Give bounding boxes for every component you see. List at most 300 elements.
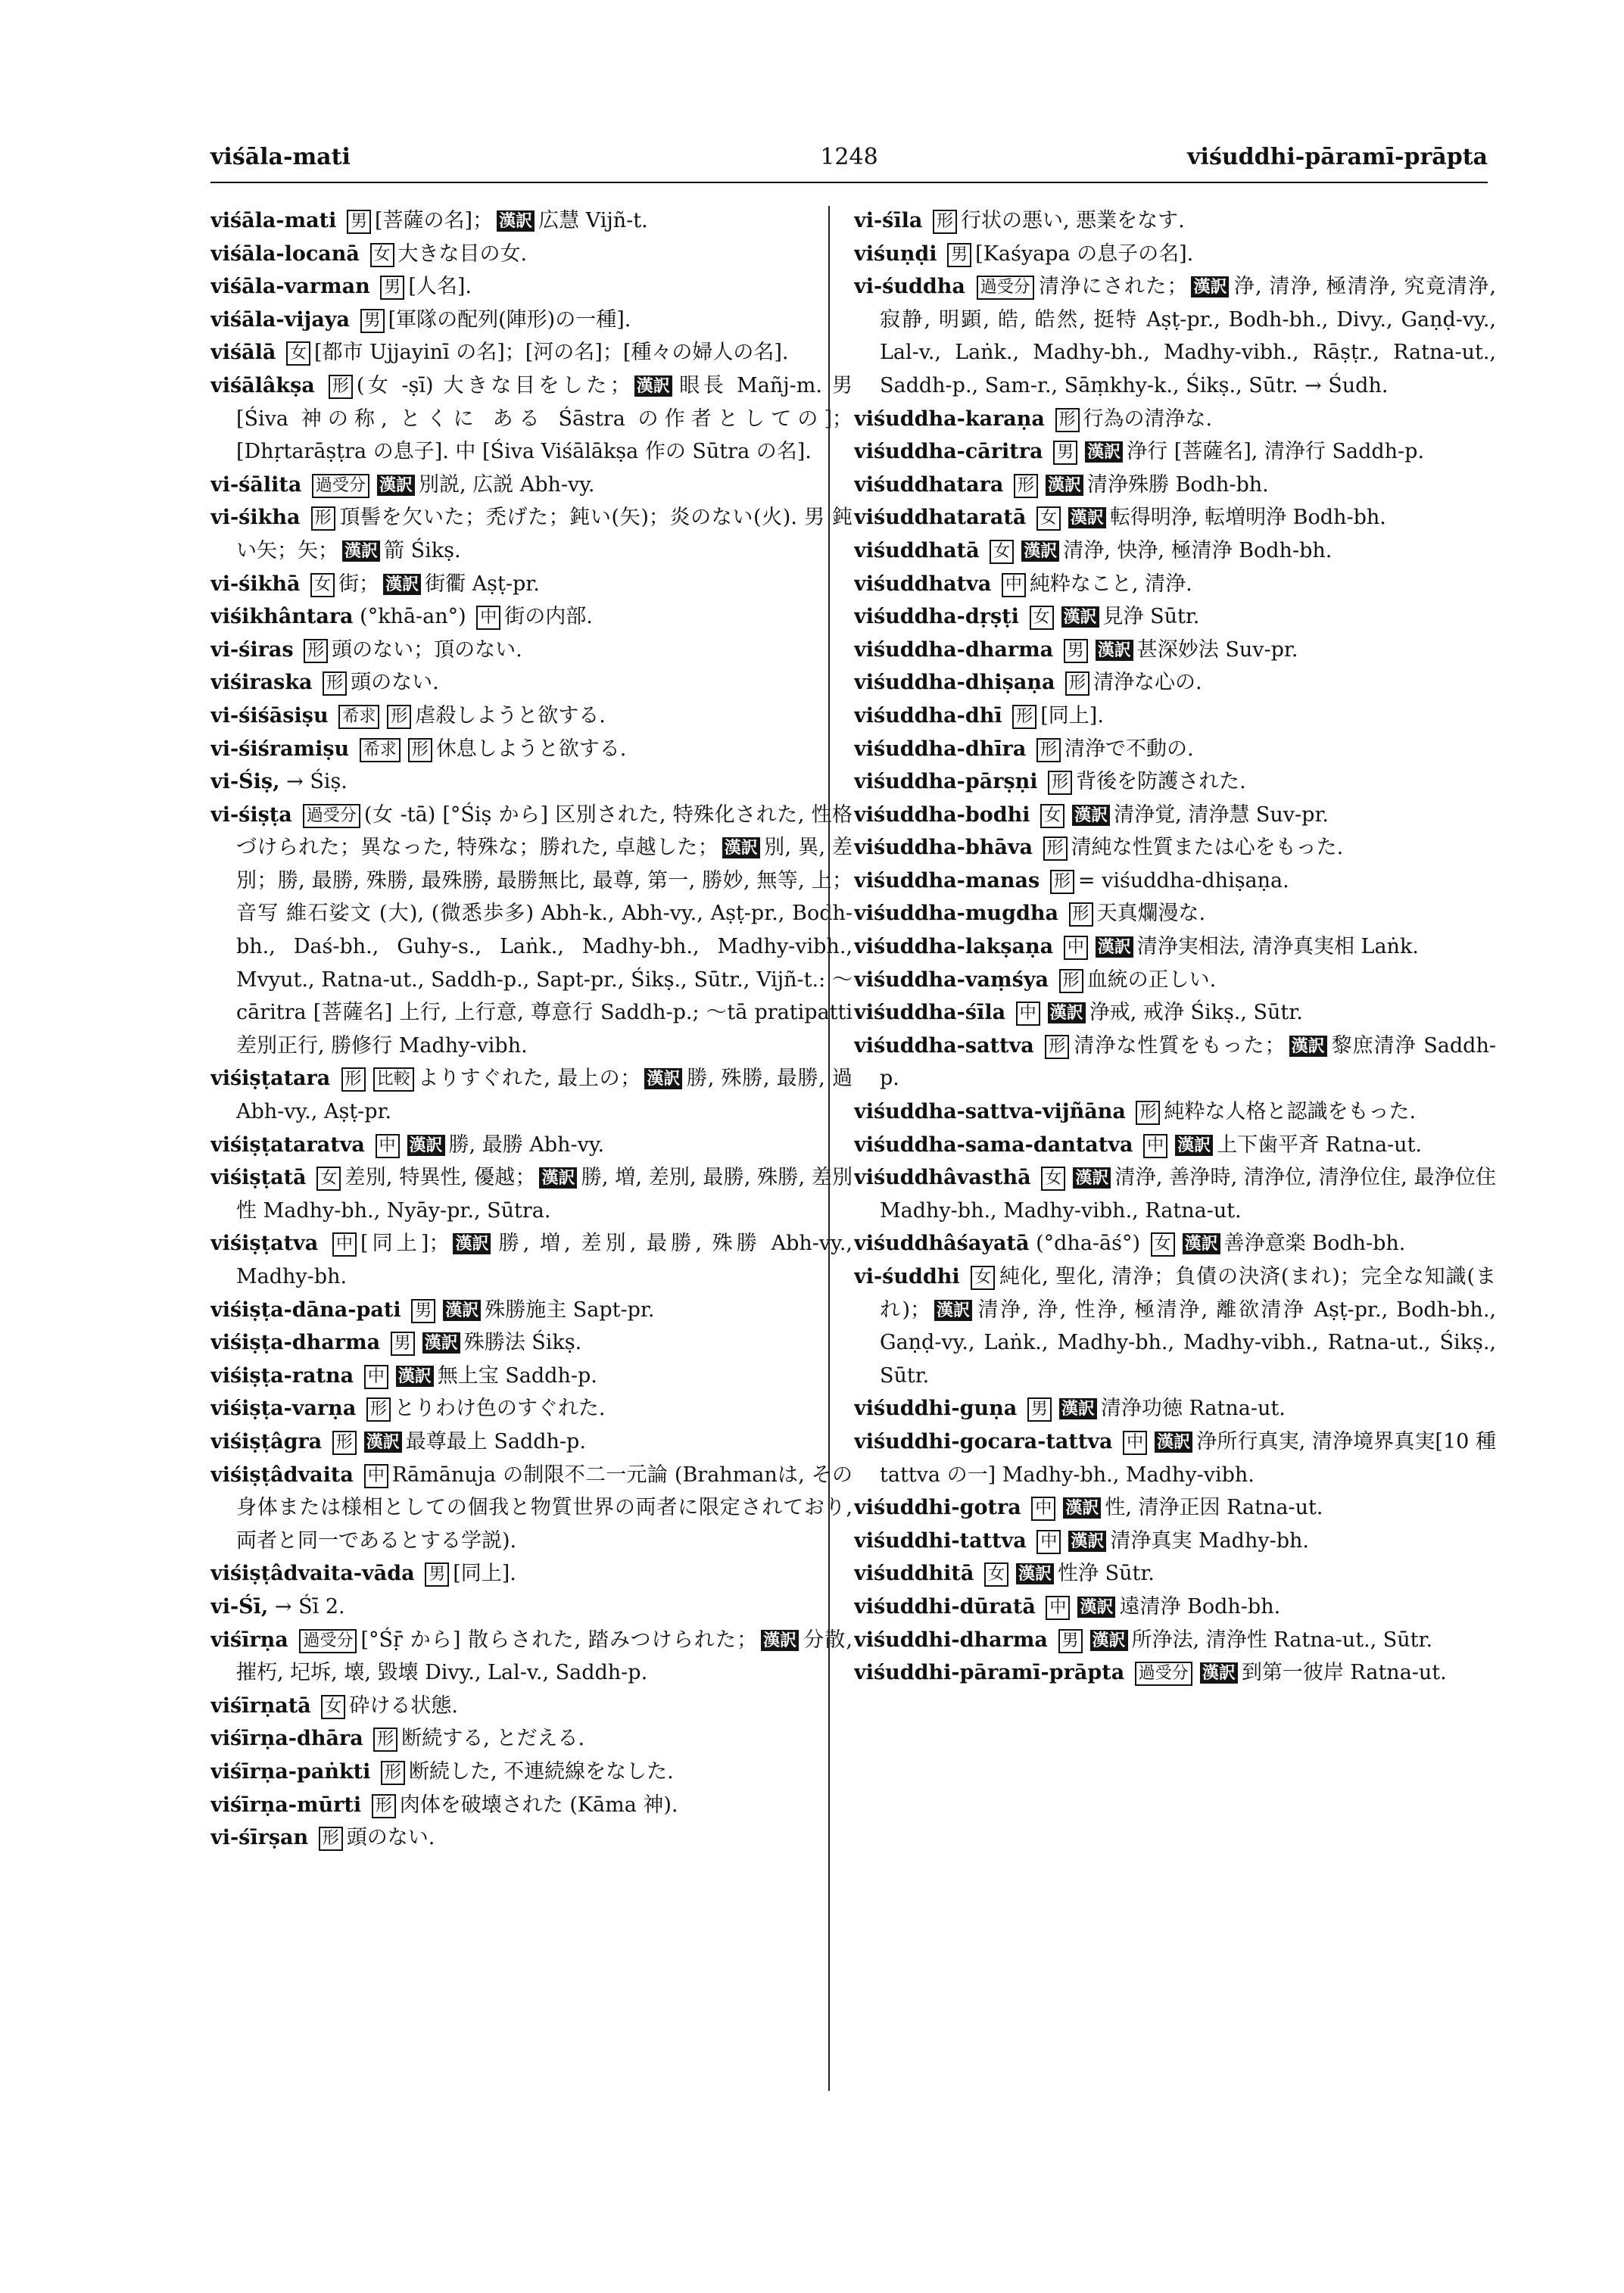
dictionary-entry xyxy=(854,1260,1496,1392)
translation-tag: 漢訳 xyxy=(1077,1597,1115,1618)
grammar-label: 形 xyxy=(1050,870,1074,894)
dictionary-entry xyxy=(210,733,853,766)
translation-tag: 漢訳 xyxy=(1183,1233,1220,1254)
translation-tag: 漢訳 xyxy=(1046,475,1083,496)
entry-gloss: 休息しようと欲する. xyxy=(435,737,627,761)
entry-gloss: 箭 Śikṣ. xyxy=(384,538,461,562)
entry-headword: viśuddhatara xyxy=(854,472,1004,497)
entry-gloss: 殊勝法 Śikṣ. xyxy=(463,1331,582,1355)
dictionary-entry xyxy=(854,865,1496,898)
dictionary-entry xyxy=(210,270,853,304)
entry-headword: viśiraska xyxy=(210,671,313,695)
grammar-label: 希求 xyxy=(338,705,379,729)
translation-tag: 漢訳 xyxy=(1021,541,1059,562)
grammar-label: 形 xyxy=(1043,837,1068,861)
entry-headword: viśuddhâvasthā xyxy=(854,1166,1031,1190)
entry-headword: viśuddhatva xyxy=(854,572,992,596)
entry-headword: viśīrṇatā xyxy=(210,1693,311,1718)
entry-headword: viśīrṇa xyxy=(210,1628,288,1652)
dictionary-entry xyxy=(210,1624,853,1690)
dictionary-entry xyxy=(854,634,1496,667)
translation-tag: 漢訳 xyxy=(644,1068,682,1089)
grammar-label: 過受分 xyxy=(303,804,360,828)
translation-tag: 漢訳 xyxy=(1096,936,1133,958)
entry-gloss: 浄, 清浄, 極清浄, 究竟清浄, 寂静, 明顕, 皓, 皓然, 挺特 Aṣṭ-pr., Bodh-bh., Divy., Gaṇḍ-vy., Lal-v., Laṅk., Madhy-bh., Madhy-vibh., Rāṣṭr., Ratna-ut., Saddh-p., Sam-r., Sāṃkhy-k., Śikṣ., Sūtr. → Śudh. xyxy=(880,275,1496,397)
entry-variant: (°khā-an°) xyxy=(360,605,466,629)
dictionary-entry xyxy=(854,799,1496,832)
grammar-label-secondary: 形 xyxy=(408,738,432,762)
entry-headword: vi-śiśāsiṣu xyxy=(210,703,329,727)
dictionary-entry xyxy=(854,666,1496,699)
entry-headword: viśuddha-sattva xyxy=(854,1033,1034,1058)
entry-gloss: 清浄, 浄, 性浄, 極清浄, 離欲清浄 Aṣṭ-pr., Bodh-bh., Gaṇḍ-vy., Laṅk., Madhy-bh., Madhy-vibh., Ratna-ut., Śikṣ., Sūtr. xyxy=(880,1298,1496,1388)
entry-gloss: 最尊最上 Saddh-p. xyxy=(405,1429,586,1453)
translation-tag: 漢訳 xyxy=(761,1630,799,1651)
dictionary-entry xyxy=(210,568,853,601)
entry-gloss: 清浄, 快浄, 極清浄 Bodh-bh. xyxy=(1063,538,1333,562)
translation-tag: 漢訳 xyxy=(1059,1398,1097,1419)
entry-headword: viśuddhâśayatā xyxy=(854,1232,1030,1256)
entry-headword: viśuddha-bhāva xyxy=(854,836,1033,860)
entry-definition: 頂髻を欠いた；禿げた；鈍い(矢)；炎のない(火). 男 鈍い矢；矢； xyxy=(236,506,853,562)
entry-headword: vi-śuddhi xyxy=(854,1265,960,1288)
entry-headword: viśuddha-vaṃśya xyxy=(854,967,1049,992)
entry-definition: 街； xyxy=(338,572,380,596)
entry-headword: viśuddha-karaṇa xyxy=(854,407,1045,431)
translation-tag: 漢訳 xyxy=(1200,1662,1238,1684)
grammar-label: 中 xyxy=(1046,1596,1070,1620)
grammar-label: 中 xyxy=(1064,936,1088,960)
entry-gloss: 頭のない；頂のない. xyxy=(332,637,522,662)
dictionary-entry xyxy=(854,964,1496,997)
dictionary-entry xyxy=(854,1425,1496,1491)
entry-definition: 純化, 聖化, 清浄；負債の決済(まれ)；完全な知識(まれ)； xyxy=(880,1265,1496,1322)
dictionary-entry xyxy=(210,469,853,502)
grammar-label: 中 xyxy=(1016,1002,1040,1026)
entry-variant: (°dha-āś°) xyxy=(1036,1232,1141,1256)
grammar-label: 形 xyxy=(373,1728,397,1752)
entry-headword: viśāla-varman xyxy=(210,275,370,299)
grammar-label: 形 xyxy=(1014,474,1038,498)
grammar-label-secondary: 比較 xyxy=(373,1067,414,1092)
translation-tag: 漢訳 xyxy=(453,1233,491,1254)
dictionary-entry xyxy=(210,1294,853,1327)
entry-headword: viśuddha-mugdha xyxy=(854,902,1058,926)
dictionary-entry xyxy=(210,336,853,369)
entry-gloss: [都市 Ujjayinī の名]；[河の名]；[種々の婦人の名]. xyxy=(314,341,789,365)
entry-headword: viśiṣṭâdvaita-vāda xyxy=(210,1562,415,1586)
entry-gloss: → Śiṣ. xyxy=(286,770,348,794)
entry-headword: viśuddha-dhī xyxy=(854,703,1002,727)
entry-gloss: [同上]. xyxy=(1040,703,1104,727)
entry-gloss: 天真爛漫な. xyxy=(1096,902,1206,926)
entry-gloss: 清浄功徳 Ratna-ut. xyxy=(1100,1397,1286,1421)
grammar-label: 希求 xyxy=(360,738,401,762)
entry-headword: viśuddha-dhīra xyxy=(854,737,1027,761)
dictionary-entry xyxy=(854,831,1496,865)
entry-headword: viśuddha-lakṣaṇa xyxy=(854,935,1054,959)
grammar-label: 形 xyxy=(1069,902,1093,927)
entry-gloss: 頭のない. xyxy=(346,1826,435,1850)
entry-headword: viśiṣṭa-varṇa xyxy=(210,1397,357,1421)
right-column xyxy=(854,204,1496,2263)
dictionary-entry xyxy=(210,1326,853,1360)
dictionary-entry xyxy=(854,469,1496,502)
entry-gloss: 行為の清浄な. xyxy=(1083,407,1213,431)
dictionary-entry xyxy=(854,897,1496,930)
entry-definition: 清浄な性質をもった； xyxy=(1073,1033,1286,1058)
grammar-label: 女 xyxy=(1040,804,1064,828)
entry-gloss: とりわけ色のすぐれた. xyxy=(394,1397,606,1421)
entry-headword: viśiṣṭâdvaita xyxy=(210,1463,354,1487)
entry-gloss: 勝, 最勝 Abh-vy. xyxy=(448,1132,605,1157)
grammar-label: 男 xyxy=(1058,1629,1083,1653)
translation-tag: 漢訳 xyxy=(539,1167,577,1189)
entry-headword: viśuddhi-dūratā xyxy=(854,1594,1036,1618)
translation-tag: 漢訳 xyxy=(1090,1630,1128,1651)
dictionary-entry xyxy=(854,996,1496,1030)
entry-gloss: 虐殺しようと欲する. xyxy=(415,703,606,727)
entry-gloss: 清浄で不動の. xyxy=(1064,737,1194,761)
column-divider xyxy=(828,206,830,2091)
grammar-label: 女 xyxy=(1151,1232,1175,1257)
grammar-label: 女 xyxy=(1041,1167,1065,1191)
translation-tag: 漢訳 xyxy=(1068,507,1106,528)
translation-tag: 漢訳 xyxy=(1068,1531,1106,1552)
entry-headword: viśīrṇa-dhāra xyxy=(210,1727,363,1751)
dictionary-entry xyxy=(854,1656,1496,1690)
entry-gloss: 砕ける状態. xyxy=(349,1693,458,1718)
grammar-label: 中 xyxy=(364,1365,388,1389)
entry-gloss: 無上宝 Saddh-p. xyxy=(437,1363,597,1388)
translation-tag: 漢訳 xyxy=(422,1332,460,1354)
grammar-label: 過受分 xyxy=(299,1629,357,1653)
entry-gloss: 断続する, とだえる. xyxy=(401,1727,585,1751)
entry-gloss: 清浄, 善浄時, 清浄位, 清浄位住, 最浄位住 Madhy-bh., Madhy-vibh., Ratna-ut. xyxy=(880,1166,1496,1223)
entry-headword: viśuddhataratā xyxy=(854,506,1027,530)
entry-headword: viśuddha-sama-dantatva xyxy=(854,1132,1133,1157)
entry-gloss: 清浄な心の. xyxy=(1093,671,1202,695)
translation-tag: 漢訳 xyxy=(1175,1135,1213,1156)
entry-headword: viśiṣṭataratva xyxy=(210,1132,365,1157)
grammar-label: 女 xyxy=(984,1562,1008,1587)
grammar-label: 形 xyxy=(366,1397,391,1422)
dictionary-entry xyxy=(210,765,853,799)
dictionary-entry xyxy=(854,765,1496,799)
entry-headword: viśuddha-bodhi xyxy=(854,802,1030,827)
grammar-label: 形 xyxy=(1059,969,1083,993)
entry-gloss: 清浄殊勝 Bodh-bh. xyxy=(1086,472,1269,497)
grammar-label: 形 xyxy=(381,1761,405,1785)
entry-headword: vi-śuddha xyxy=(854,275,965,299)
entry-gloss: 性, 清浄正因 Ratna-ut. xyxy=(1105,1496,1323,1520)
entry-definition: (女 -ṣī) 大きな目をした； xyxy=(356,373,631,397)
entry-gloss: 善浄意楽 Bodh-bh. xyxy=(1223,1232,1406,1256)
translation-tag: 漢訳 xyxy=(1061,606,1099,628)
grammar-label: 女 xyxy=(321,1695,345,1719)
translation-tag: 漢訳 xyxy=(1096,640,1133,661)
dictionary-entry xyxy=(210,1227,853,1293)
entry-headword: vi-Śiṣ, xyxy=(210,770,280,794)
entry-gloss: 純粋な人格と認識をもった. xyxy=(1164,1100,1417,1124)
entry-headword: vi-śiṣṭa xyxy=(210,802,292,827)
dictionary-entry xyxy=(854,568,1496,601)
entry-headword: viśiṣṭatva xyxy=(210,1232,319,1256)
entry-definition: [同上]； xyxy=(360,1232,450,1256)
entry-gloss: 浄所行真実, 清浄境界真実[10 種 tattva の一] Madhy-bh., Madhy-vibh. xyxy=(880,1429,1496,1487)
page-number: 1248 xyxy=(820,144,878,170)
entry-gloss: 断続した, 不連続線をなした. xyxy=(409,1759,674,1784)
translation-tag: 漢訳 xyxy=(497,210,535,232)
dictionary-entry xyxy=(210,1425,853,1459)
header-left-guideword: viśāla-mati xyxy=(210,144,351,170)
grammar-label: 女 xyxy=(310,573,335,597)
entry-headword: vi-śālita xyxy=(210,472,302,497)
entry-gloss: 性浄 Sūtr. xyxy=(1058,1562,1155,1586)
dictionary-entry xyxy=(854,1624,1496,1657)
dictionary-entry xyxy=(854,1491,1496,1525)
grammar-label: 形 xyxy=(1036,738,1061,762)
grammar-label: 過受分 xyxy=(977,276,1034,300)
entry-gloss: 清浄真実 Madhy-bh. xyxy=(1110,1528,1309,1553)
entry-headword: viśuddha-dhiṣaṇa xyxy=(854,671,1055,695)
entry-headword: viśiṣṭatā xyxy=(210,1166,307,1190)
grammar-label: 女 xyxy=(370,243,394,267)
dictionary-entry xyxy=(854,501,1496,534)
entry-headword: viśuddhatā xyxy=(854,538,980,562)
translation-tag: 漢訳 xyxy=(934,1300,972,1321)
entry-headword: viśuddhi-gotra xyxy=(854,1496,1021,1520)
grammar-label: 男 xyxy=(380,276,404,300)
dictionary-entry xyxy=(210,1557,853,1590)
entry-headword: viśuddha-pārṣṇi xyxy=(854,770,1038,794)
entry-gloss: 純粋なこと, 清浄. xyxy=(1029,572,1192,596)
grammar-label: 女 xyxy=(1036,506,1061,531)
entry-headword: vi-śiras xyxy=(210,637,294,662)
grammar-label: 中 xyxy=(1143,1134,1167,1158)
grammar-label: 男 xyxy=(411,1299,435,1323)
entry-headword: viśuddhi-guṇa xyxy=(854,1397,1018,1421)
entry-gloss: 遠清浄 Bodh-bh. xyxy=(1119,1594,1281,1618)
entry-definition: よりすぐれた, 最上の； xyxy=(417,1067,641,1091)
grammar-label: 中 xyxy=(1002,573,1026,597)
grammar-label: 女 xyxy=(1030,606,1054,630)
translation-tag: 漢訳 xyxy=(377,475,415,496)
dictionary-entry xyxy=(210,369,853,469)
translation-tag: 漢訳 xyxy=(634,375,672,397)
entry-gloss: Rāmānuja の制限不二一元論 (Brahmanは, その身体または様相としての個我と物質世界の両者に限定されており, 両者と同一であるとする学説). xyxy=(236,1463,853,1553)
entry-gloss: 別説, 広説 Abh-vy. xyxy=(418,472,595,497)
dictionary-entry xyxy=(210,1161,853,1227)
entry-gloss: 到第一彼岸 Ratna-ut. xyxy=(1241,1661,1447,1685)
translation-tag: 漢訳 xyxy=(1048,1002,1086,1023)
entry-headword: viśāla-locanā xyxy=(210,241,360,266)
translation-tag: 漢訳 xyxy=(383,574,421,595)
dictionary-entry xyxy=(854,1161,1496,1227)
grammar-label: 過受分 xyxy=(312,474,369,498)
translation-tag: 漢訳 xyxy=(1073,1167,1111,1189)
entry-headword: viśuṇḍi xyxy=(854,241,937,266)
dictionary-entry xyxy=(210,666,853,699)
entry-gloss: 肉体を破壊された (Kāma 神). xyxy=(399,1793,678,1817)
entry-headword: viśuddhi-pāramī-prāpta xyxy=(854,1661,1125,1685)
entry-headword: viśāla-vijaya xyxy=(210,307,350,332)
entry-gloss: [人名]. xyxy=(408,275,472,299)
dictionary-entry xyxy=(854,1129,1496,1162)
grammar-label: 男 xyxy=(425,1562,449,1587)
entry-headword: viśiṣṭatara xyxy=(210,1067,331,1091)
entry-gloss: 大きな目の女. xyxy=(397,241,528,266)
entry-headword: viśālâkṣa xyxy=(210,373,315,397)
entry-headword: vi-śikhā xyxy=(210,572,301,596)
entry-gloss: 頭のない. xyxy=(351,671,439,695)
entry-headword: viśikhântara xyxy=(210,605,354,629)
grammar-label: 中 xyxy=(1036,1530,1061,1554)
entry-gloss: 所浄法, 清浄性 Ratna-ut., Sūtr. xyxy=(1131,1628,1433,1652)
dictionary-entry xyxy=(854,600,1496,634)
entry-gloss: 浄行 [菩薩名], 清浄行 Saddh-p. xyxy=(1127,440,1425,464)
dictionary-entry xyxy=(854,1095,1496,1129)
entry-definition: [°Śṝ から] 散らされた, 踏みつけられた； xyxy=(360,1628,758,1652)
grammar-label: 男 xyxy=(360,309,385,333)
dictionary-entry xyxy=(854,403,1496,436)
grammar-label: 中 xyxy=(1031,1497,1055,1521)
entry-headword: viśiṣṭa-dharma xyxy=(210,1331,381,1355)
entry-gloss: 上下歯平斉 Ratna-ut. xyxy=(1217,1132,1423,1157)
entry-gloss: 背後を防護された. xyxy=(1076,770,1246,794)
grammar-label: 男 xyxy=(347,210,371,234)
grammar-label: 男 xyxy=(947,243,971,267)
entry-headword: vi-śīrṣan xyxy=(210,1826,309,1850)
entry-definition: [菩薩の名]； xyxy=(375,209,494,232)
translation-tag: 漢訳 xyxy=(396,1366,434,1387)
entry-gloss: 眼長 Mañj-m. 男 [Śiva 神の称, とくに ある Śāstra の作者としての]；[Dhṛtarāṣṭra の息子]. 中 [Śiva Viśālākṣa 作の Sūtra の名]. xyxy=(236,373,853,464)
entry-headword: viśuddhi-gocara-tattva xyxy=(854,1429,1113,1453)
entry-gloss: [Kaśyapa の息子の名]. xyxy=(975,241,1194,266)
entry-headword: viśuddha-śīla xyxy=(854,1001,1006,1025)
entry-gloss: 黎庶清浄 Saddh-p. xyxy=(880,1033,1496,1091)
dictionary-entry xyxy=(210,634,853,667)
grammar-label: 女 xyxy=(971,1266,995,1290)
dictionary-entry xyxy=(210,204,853,238)
dictionary-entry xyxy=(210,501,853,567)
translation-tag: 漢訳 xyxy=(407,1135,445,1156)
dictionary-entry xyxy=(210,699,853,733)
entry-gloss: 血統の正しい. xyxy=(1086,967,1217,992)
grammar-label: 中 xyxy=(332,1232,357,1257)
entry-headword: viśuddha-sattva-vijñāna xyxy=(854,1100,1126,1124)
entry-gloss: [軍隊の配列(陣形)の一種]. xyxy=(388,307,631,332)
translation-tag: 漢訳 xyxy=(1072,805,1110,826)
entry-headword: viśīrṇa-mūrti xyxy=(210,1793,362,1817)
translation-tag: 漢訳 xyxy=(1016,1563,1054,1584)
entry-headword: viśiṣṭa-dāna-pati xyxy=(210,1298,401,1322)
entry-gloss: = viśuddha-dhiṣaṇa. xyxy=(1077,868,1289,893)
grammar-label: 女 xyxy=(990,540,1014,564)
dictionary-entry xyxy=(854,1030,1496,1095)
entry-gloss: 分散, 摧朽, 圮坼, 壊, 毀壊 Divy., Lal-v., Saddh-p. xyxy=(236,1628,853,1685)
grammar-label: 形 xyxy=(1136,1101,1160,1125)
grammar-label: 形 xyxy=(1065,671,1089,696)
entry-gloss: 街の内部. xyxy=(504,605,593,629)
dictionary-entry xyxy=(210,1062,853,1128)
entry-headword: viśuddha-cāritra xyxy=(854,440,1043,464)
entry-gloss: 広慧 Vijñ-t. xyxy=(538,209,648,232)
entry-gloss: 浄戒, 戒浄 Śikṣ., Sūtr. xyxy=(1089,1001,1303,1025)
dictionary-entry xyxy=(210,600,853,634)
grammar-label-secondary: 形 xyxy=(387,705,411,729)
grammar-label: 形 xyxy=(304,639,328,663)
grammar-label: 形 xyxy=(372,1794,396,1818)
dictionary-entry xyxy=(854,699,1496,733)
entry-headword: viśuddhi-dharma xyxy=(854,1628,1048,1652)
dictionary-entry xyxy=(854,930,1496,964)
translation-tag: 漢訳 xyxy=(1085,441,1123,463)
dictionary-entry xyxy=(210,1360,853,1393)
entry-headword: viśiṣṭa-ratna xyxy=(210,1363,354,1388)
dictionary-entry xyxy=(854,204,1496,238)
dictionary-entry xyxy=(210,1459,853,1558)
grammar-label: 過受分 xyxy=(1135,1662,1192,1686)
entry-gloss: 別, 異, 差別；勝, 最勝, 殊勝, 最殊勝, 最勝無比, 最尊, 第一, 勝妙, 無等, 上；音写 維石娑文 (大), (微悉歩多) Abh-k., Abh-vy., Aṣṭ-pr., Bodh-bh., Daś-bh., Guhy-s., Laṅk., Madhy-bh., Madhy-vibh., Mvyut., Ratna-ut., Saddh-p., Sapt-pr., Śikṣ., Sūtr., Vijñ-t.: ～cāritra [菩薩名] 上行, 上行意, 尊意行 Saddh-p.; ～tā pratipatti 差別正行, 勝修行 Madhy-vibh. xyxy=(236,836,853,1058)
entry-gloss: [同上]. xyxy=(453,1562,516,1586)
dictionary-entry xyxy=(210,799,853,1063)
dictionary-entry xyxy=(210,1821,853,1855)
translation-tag: 漢訳 xyxy=(1191,276,1229,298)
entry-headword: vi-śīla xyxy=(854,209,923,232)
running-head xyxy=(210,144,1488,179)
dictionary-entry xyxy=(854,238,1496,271)
entry-gloss: 殊勝施主 Sapt-pr. xyxy=(485,1298,655,1322)
translation-tag: 漢訳 xyxy=(722,837,760,858)
entry-headword: viśāla-mati xyxy=(210,209,337,232)
dictionary-entry xyxy=(210,1722,853,1756)
dictionary-entry xyxy=(210,1789,853,1822)
dictionary-entry xyxy=(854,435,1496,469)
dictionary-entry xyxy=(854,1392,1496,1425)
grammar-label: 形 xyxy=(1055,408,1080,432)
grammar-label: 男 xyxy=(1027,1397,1052,1422)
dictionary-entry xyxy=(854,270,1496,402)
grammar-label: 女 xyxy=(286,341,310,366)
entry-definition: 差別, 特異性, 優越； xyxy=(344,1166,536,1190)
grammar-label: 形 xyxy=(1012,705,1036,729)
entry-gloss: → Śī 2. xyxy=(274,1594,345,1618)
dictionary-entry xyxy=(210,1129,853,1162)
translation-tag: 漢訳 xyxy=(1155,1432,1192,1453)
entry-headword: viśuddha-manas xyxy=(854,868,1040,893)
entry-headword: viśiṣṭâgra xyxy=(210,1429,323,1453)
translation-tag: 漢訳 xyxy=(443,1300,481,1321)
dictionary-entry xyxy=(210,1756,853,1789)
dictionary-entry xyxy=(854,1557,1496,1590)
entry-gloss: 甚深妙法 Suv-pr. xyxy=(1136,637,1298,662)
entry-gloss: 勝, 増, 差別, 最勝, 殊勝 Abh-vy., Madhy-bh. xyxy=(236,1232,853,1288)
entry-gloss: 見浄 Sūtr. xyxy=(1102,605,1200,629)
header-rule xyxy=(210,182,1488,183)
dictionary-entry xyxy=(854,534,1496,568)
grammar-label: 形 xyxy=(332,1431,357,1455)
dictionary-entry xyxy=(854,1227,1496,1260)
entry-gloss: 清浄覚, 清浄慧 Suv-pr. xyxy=(1114,802,1329,827)
grammar-label: 中 xyxy=(376,1134,400,1158)
translation-tag: 漢訳 xyxy=(1289,1036,1327,1057)
grammar-label: 形 xyxy=(341,1067,366,1092)
grammar-label: 中 xyxy=(364,1464,388,1488)
grammar-label: 形 xyxy=(1045,1035,1069,1059)
entry-headword: vi-śiśramiṣu xyxy=(210,737,350,761)
grammar-label: 形 xyxy=(329,375,353,399)
